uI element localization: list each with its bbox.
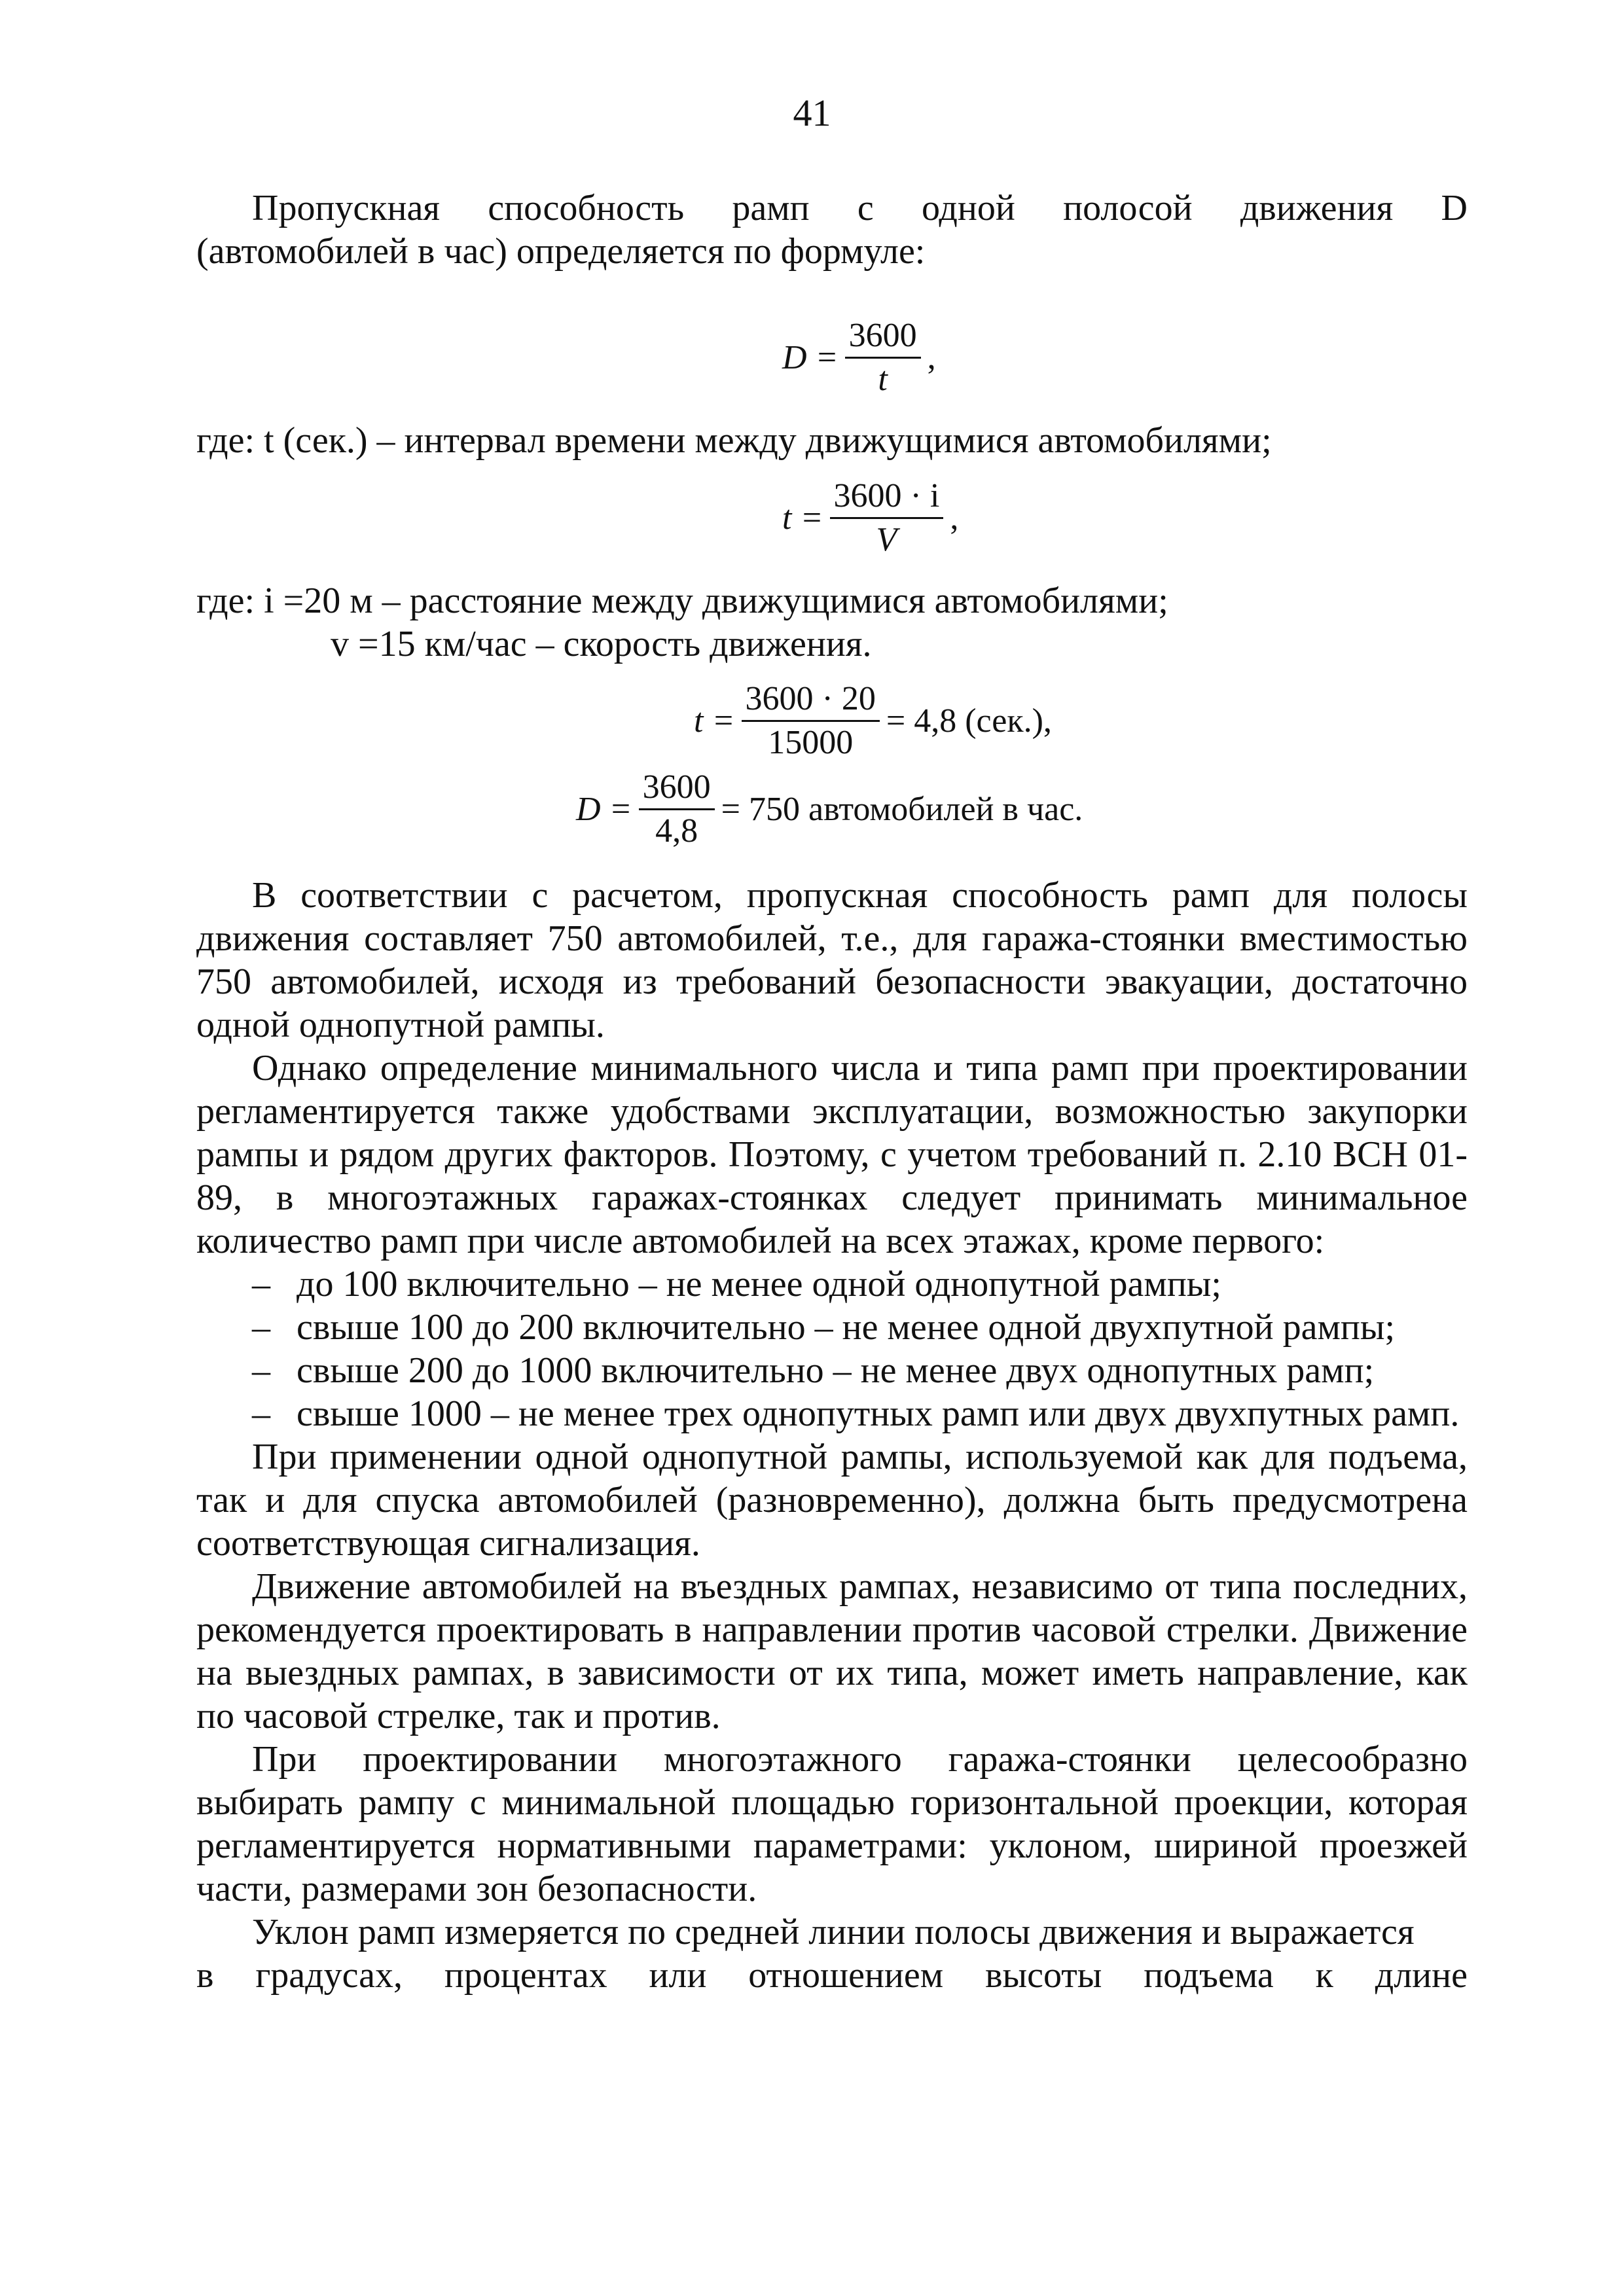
word: высоты	[985, 1955, 1102, 1996]
word: способность	[488, 188, 685, 228]
formula-lhs: D =	[576, 790, 632, 828]
list-item	[252, 1263, 1468, 1306]
fraction-denominator: t	[878, 361, 888, 398]
formula-lhs: t =	[694, 702, 735, 740]
list-item-text: до 100 включительно – не менее одной однопутной рампы;	[297, 1264, 1221, 1304]
word: градусах,	[255, 1955, 403, 1996]
fraction-denominator: V	[876, 521, 897, 558]
formula-tail: ,	[927, 338, 936, 376]
formula-tail: ,	[950, 499, 959, 537]
list-dash: –	[252, 1350, 270, 1391]
formula-lhs: t =	[782, 499, 823, 537]
paragraph-direction: Движение автомобилей на въездных рампах, независимо от типа последних, рекомендуется проектировать в направлении против часовой стрелки. Движение на выездных рампах, в зависимости от их типа, может иметь направление, как по часовой стрелке, так и против.	[196, 1566, 1468, 1736]
list-item	[252, 1349, 1468, 1392]
list-item-text: свыше 1000 – не менее трех однопутных рамп или двух двухпутных рамп.	[297, 1393, 1460, 1434]
list-dash: –	[252, 1307, 270, 1348]
list-dash: –	[252, 1264, 270, 1304]
list-dash: –	[252, 1393, 270, 1434]
word: с	[857, 188, 874, 228]
formula-d	[782, 317, 936, 398]
fraction	[830, 478, 944, 558]
formula-tail: = 4,8 (сек.),	[886, 702, 1052, 740]
word: в	[196, 1955, 214, 1996]
intro-line-2: (автомобилей в час) определяется по формуле:	[196, 231, 926, 272]
fraction-numerator: 3600 · 20	[742, 681, 880, 722]
page-number: 41	[793, 92, 831, 134]
paragraph-slope-line-1: Уклон рамп измеряется по средней линии полосы движения и выражается	[252, 1912, 1415, 1952]
fraction-numerator: 3600 · i	[830, 478, 944, 519]
intro-paragraph	[196, 187, 1468, 273]
word: одной	[922, 188, 1015, 228]
word: движения	[1240, 188, 1394, 228]
formula-t	[782, 478, 958, 558]
fraction-numerator: 3600	[845, 317, 921, 359]
formula-d-calc	[576, 769, 1083, 850]
fraction-denominator: 15000	[768, 724, 854, 761]
word: к	[1315, 1955, 1333, 1996]
fraction	[742, 681, 880, 761]
word: длине	[1375, 1955, 1468, 1996]
list-item-text: свыше 200 до 1000 включительно – не менее двух однопутных рамп;	[297, 1350, 1375, 1391]
fraction	[639, 769, 715, 850]
paragraph-slope-line-2	[196, 1954, 1468, 1997]
fraction	[845, 317, 921, 398]
word: Пропускная	[252, 188, 441, 228]
list-item-text: свыше 100 до 200 включительно – не менее одной двухпутной рампы;	[297, 1307, 1396, 1348]
where-v-line: v =15 км/час – скорость движения.	[331, 624, 872, 664]
where-t-line: где: t (сек.) – интервал времени между движущимися автомобилями;	[196, 420, 1272, 461]
intro-line-1	[196, 187, 1468, 230]
list-item	[252, 1392, 1468, 1435]
paragraph-ramp-count: Однако определение минимального числа и типа рамп при проектировании регламентируется также удобствами эксплуатации, возможностью закупорки рампы и рядом других факторов. Поэтому, с учетом требований п. 2.10 ВСН 01-89, в многоэтажных гаражах-стоянках следует принимать минимальное количество рамп при числе автомобилей на всех этажах, кроме первого:	[196, 1048, 1468, 1261]
word: полосой	[1063, 188, 1193, 228]
paragraph-signaling: При применении одной однопутной рампы, используемой как для подъема, так и для спуска автомобилей (разновременно), должна быть предусмотрена соответствующая сигнализация.	[196, 1437, 1468, 1564]
body-text	[196, 874, 1468, 1997]
word: подъема	[1144, 1955, 1274, 1996]
word: процентах	[444, 1955, 607, 1996]
list-item	[252, 1306, 1468, 1349]
formula-t-calc	[694, 681, 1052, 761]
where-i-line: где: i =20 м – расстояние между движущимися автомобилями;	[196, 581, 1168, 621]
ramp-requirements-list	[196, 1263, 1468, 1435]
formula-lhs: D =	[782, 338, 839, 376]
paragraph-projection: При проектировании многоэтажного гаража-стоянки целесообразно выбирать рампу с минимальной площадью горизонтальной проекции, которая регламентируется нормативными параметрами: уклоном, шириной проезжей части, размерами зон безопасности.	[196, 1739, 1468, 1909]
word: отношением	[748, 1955, 944, 1996]
word: D	[1441, 188, 1468, 228]
paragraph-capacity: В соответствии с расчетом, пропускная способность рамп для полосы движения составляет 750 автомобилей, т.е., для гаража-стоянки вместимостью 750 автомобилей, исходя из требований безопасности эвакуации, достаточно одной однопутной рампы.	[196, 875, 1468, 1045]
word: рамп	[732, 188, 810, 228]
word: или	[649, 1955, 707, 1996]
fraction-denominator: 4,8	[655, 812, 698, 850]
fraction-numerator: 3600	[639, 769, 715, 810]
formula-tail: = 750 автомобилей в час.	[721, 790, 1083, 828]
